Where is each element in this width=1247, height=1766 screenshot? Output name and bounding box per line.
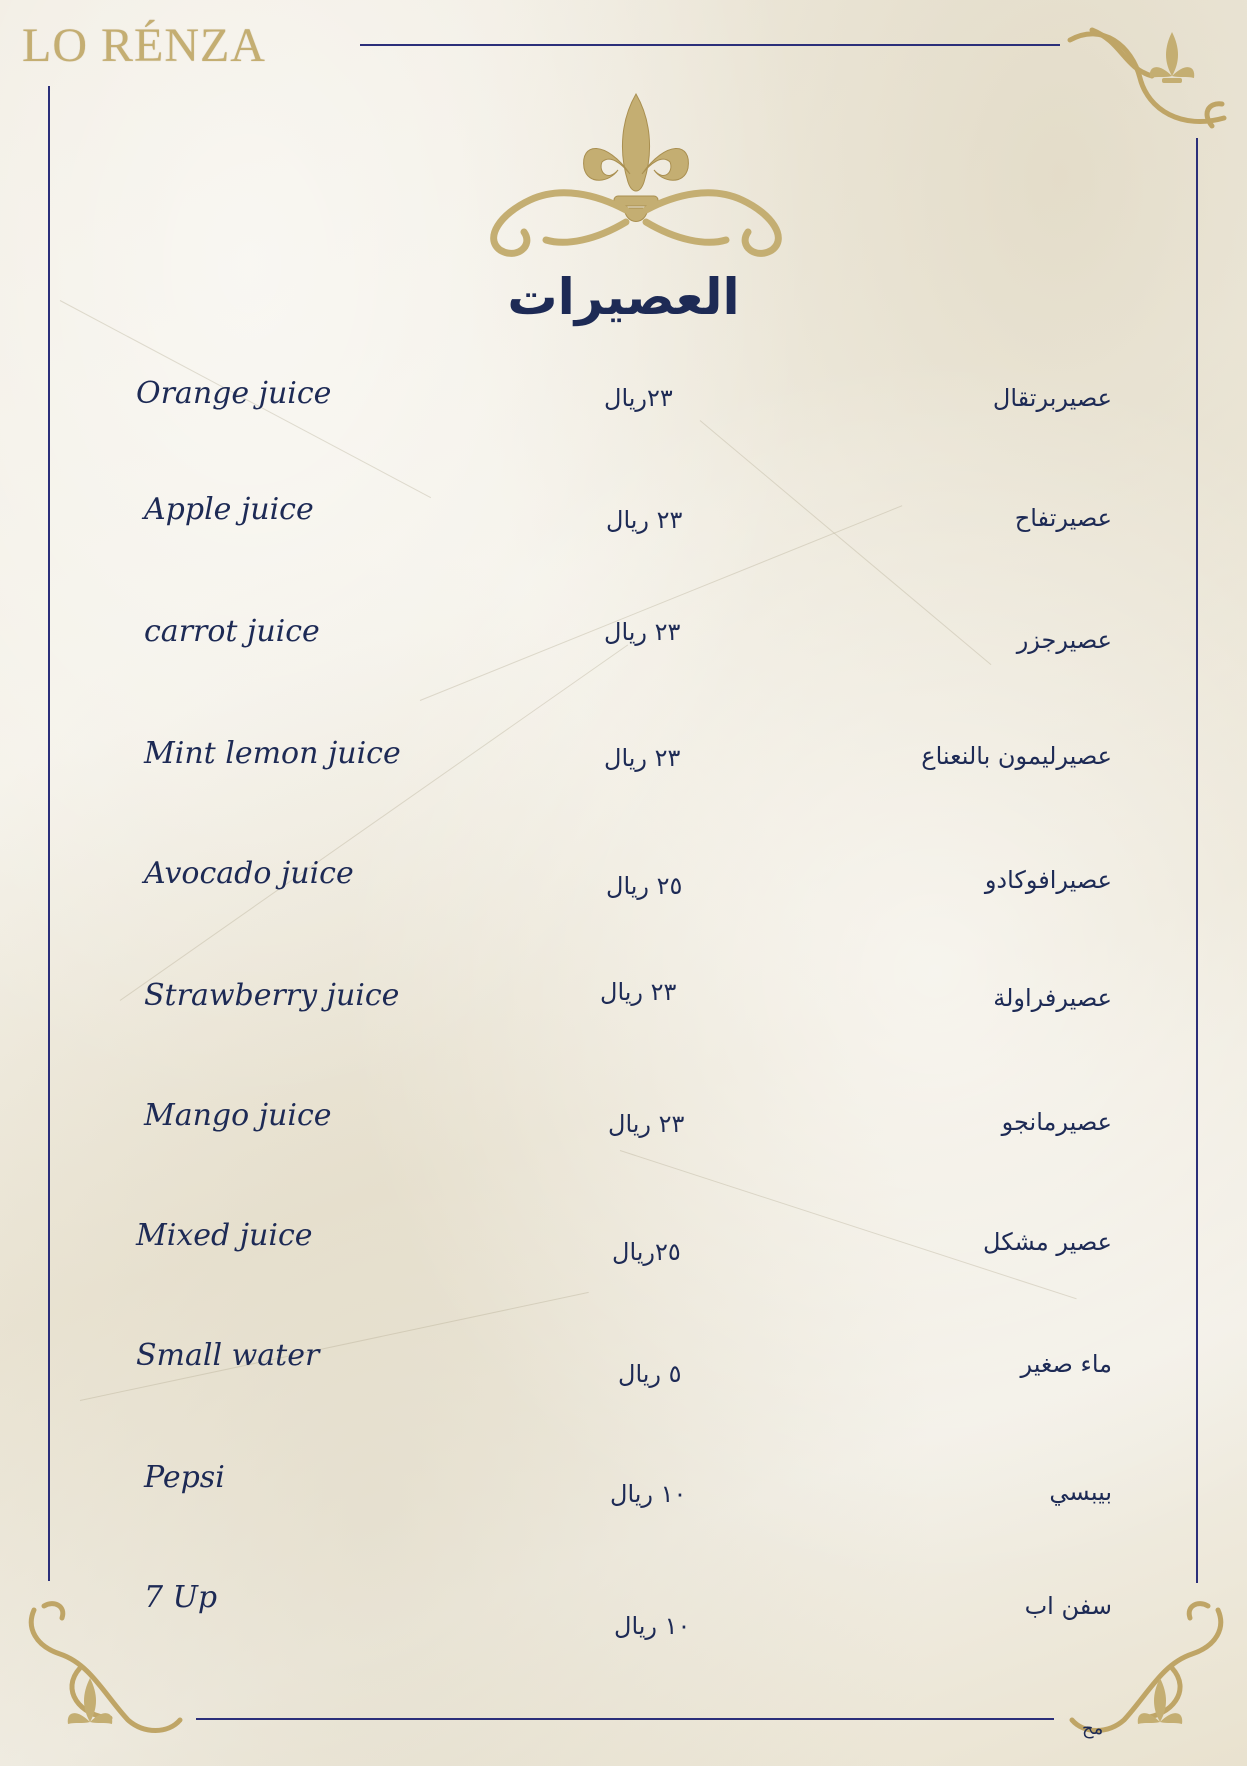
menu-item-row <box>0 1338 1247 1398</box>
brand-logo: LO RÉNZA <box>22 19 266 72</box>
item-name-arabic: عصيربرتقال <box>992 384 1112 412</box>
item-name-english: Pepsi <box>144 1460 225 1495</box>
item-name-arabic: عصيرجزر <box>1016 626 1112 654</box>
frame-top-line <box>360 44 1060 46</box>
item-name-arabic: عصيرفراولة <box>993 984 1112 1012</box>
item-name-arabic: عصيرمانجو <box>1001 1108 1112 1136</box>
item-price: ٢٣ ريال <box>604 744 681 772</box>
frame-bottom-line <box>196 1718 1054 1720</box>
menu-item-row <box>0 612 1247 672</box>
item-price: ٢٣ ريال <box>600 978 677 1006</box>
item-name-english: 7 Up <box>144 1580 218 1615</box>
menu-item-row <box>0 976 1247 1036</box>
item-price: ٢٣ ريال <box>608 1110 685 1138</box>
menu-item-row <box>0 856 1247 916</box>
item-name-english: Avocado juice <box>144 856 354 891</box>
item-name-arabic: بيبسي <box>1049 1478 1112 1506</box>
item-price: ٢٣ريال <box>604 384 673 412</box>
item-name-arabic: عصيرليمون بالنعناع <box>921 742 1112 770</box>
item-name-english: Mint lemon juice <box>144 736 401 771</box>
item-name-arabic: عصير مشكل <box>983 1228 1112 1256</box>
item-name-arabic: عصيرافوكادو <box>984 866 1112 894</box>
item-name-arabic: عصيرتفاح <box>1014 504 1112 532</box>
fleur-de-lis-ornament <box>476 90 796 262</box>
section-title: العصيرات <box>507 268 740 326</box>
page-mark: مح <box>1082 1718 1104 1739</box>
item-price: ٥ ريال <box>618 1360 682 1388</box>
menu-item-row <box>0 372 1247 432</box>
item-name-english: Strawberry juice <box>144 978 400 1013</box>
item-name-english: Apple juice <box>144 492 314 527</box>
menu-item-row <box>0 734 1247 794</box>
item-price: ١٠ ريال <box>614 1612 691 1640</box>
menu-item-row <box>0 1458 1247 1518</box>
marble-vein <box>120 644 628 1000</box>
item-price: ٢٥ ريال <box>606 872 683 900</box>
item-price: ١٠ ريال <box>610 1480 687 1508</box>
item-name-english: carrot juice <box>144 614 320 649</box>
item-name-english: Orange juice <box>136 376 332 411</box>
menu-item-row <box>0 1098 1247 1158</box>
menu-item-row <box>0 1218 1247 1278</box>
corner-ornament-top-right <box>1062 18 1232 140</box>
item-name-english: Mixed juice <box>136 1218 313 1253</box>
item-name-english: Mango juice <box>144 1098 332 1133</box>
menu-item-row <box>0 1578 1247 1638</box>
menu-item-row <box>0 492 1247 552</box>
item-name-arabic: سفن اب <box>1024 1592 1112 1620</box>
item-name-arabic: ماء صغير <box>1020 1350 1112 1378</box>
item-name-english: Small water <box>136 1338 320 1373</box>
item-price: ٢٣ ريال <box>606 506 683 534</box>
item-price: ٢٥ريال <box>612 1238 681 1266</box>
item-price: ٢٣ ريال <box>604 618 681 646</box>
